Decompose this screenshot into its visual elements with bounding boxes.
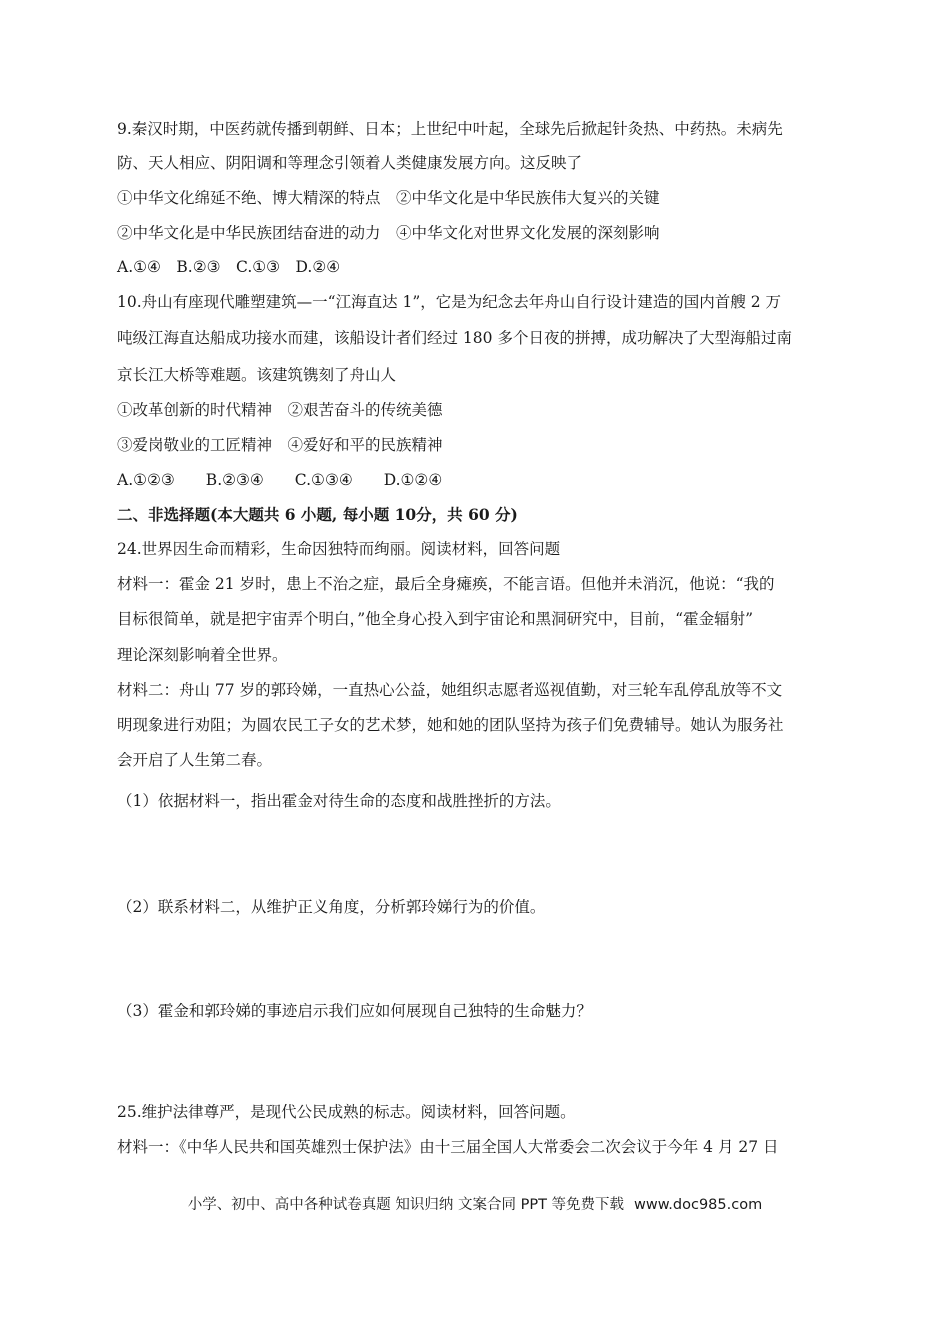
footer-text: 小学、初中、高中各种试卷真题 知识归纳 文案合同 PPT 等免费下载 [187,1197,625,1213]
q10-stem-line2: 吨级江海直达船成功接水而建，该船设计者们经过 180 多个日夜的拼搏，成功解决了大型海船过南 [117,329,792,347]
q24-subquestion-2: （2）联系材料二，从维护正义角度，分析郭玲娣行为的价值。 [117,898,546,916]
q10-stem-line1: 10.舟山有座现代雕塑建筑—一“江海直达 1”，它是为纪念去年舟山自行设计建造的国内首艘 2 万 [117,293,782,311]
q10-option-line2: ③爱岗敬业的工匠精神 ④爱好和平的民族精神 [117,436,443,454]
q10-choices: A.①②③ B.②③④ C.①③④ D.①②④ [117,471,443,489]
q24-subquestion-3: （3）霍金和郭玲娣的事迹启示我们应如何展现自己独特的生命魅力？ [117,1002,592,1020]
q24-material1-line1: 材料一：霍金 21 岁时，患上不治之症，最后全身瘫痪，不能言语。但他并未消沉，他说：“我的 [117,575,775,593]
q25-title: 25.维护法律尊严，是现代公民成熟的标志。阅读材料，回答问题。 [117,1103,576,1121]
q9-choices: A.①④ B.②③ C.①③ D.②④ [117,258,341,276]
q10-option-line1: ①改革创新的时代精神 ②艰苦奋斗的传统美德 [117,401,443,419]
q9-stem-line2: 防、天人相应、阴阳调和等理念引领着人类健康发展方向。这反映了 [117,154,583,172]
q24-material1-line2: 目标很简单，就是把宇宙弄个明白，”他全身心投入到宇宙论和黑洞研究中，目前，“霍金辐射” [117,610,754,628]
q9-stem-line1: 9.秦汉时期，中医药就传播到朝鲜、日本；上世纪中叶起，全球先后掀起针灸热、中药热。未病先 [117,120,783,138]
q24-material2-line3: 会开启了人生第二春。 [117,751,273,769]
q25-material1-line1: 材料一：《中华人民共和国英雄烈士保护法》由十三届全国人大常委会二次会议于今年 4 月 27 日 [117,1138,779,1156]
q9-option-line1: ①中华文化绵延不绝、博大精深的特点 ②中华文化是中华民族伟大复兴的关键 [117,189,660,207]
q9-option-line2: ②中华文化是中华民族团结奋进的动力 ④中华文化对世界文化发展的深刻影响 [117,224,660,242]
q24-material1-line3: 理论深刻影响着全世界。 [117,646,288,664]
footer-url[interactable]: www.doc985.com [634,1197,763,1213]
q24-subquestion-1: （1）依据材料一，指出霍金对待生命的态度和战胜挫折的方法。 [117,792,561,810]
q24-title: 24.世界因生命而精彩，生命因独特而绚丽。阅读材料，回答问题 [117,540,561,558]
q24-material2-line1: 材料二：舟山 77 岁的郭玲娣，一直热心公益，她组织志愿者巡视值勤，对三轮车乱停乱放等不文 [117,681,783,699]
q10-stem-line3: 京长江大桥等难题。该建筑镌刻了舟山人 [117,366,397,384]
section-heading: 二、非选择题(本大题共 6 小题, 每小题 10分，共 60 分) [117,505,518,524]
page-footer [0,1193,950,1214]
q24-material2-line2: 明现象进行劝阻；为圆农民工子女的艺术梦，她和她的团队坚持为孩子们免费辅导。她认为服务社 [117,716,784,734]
